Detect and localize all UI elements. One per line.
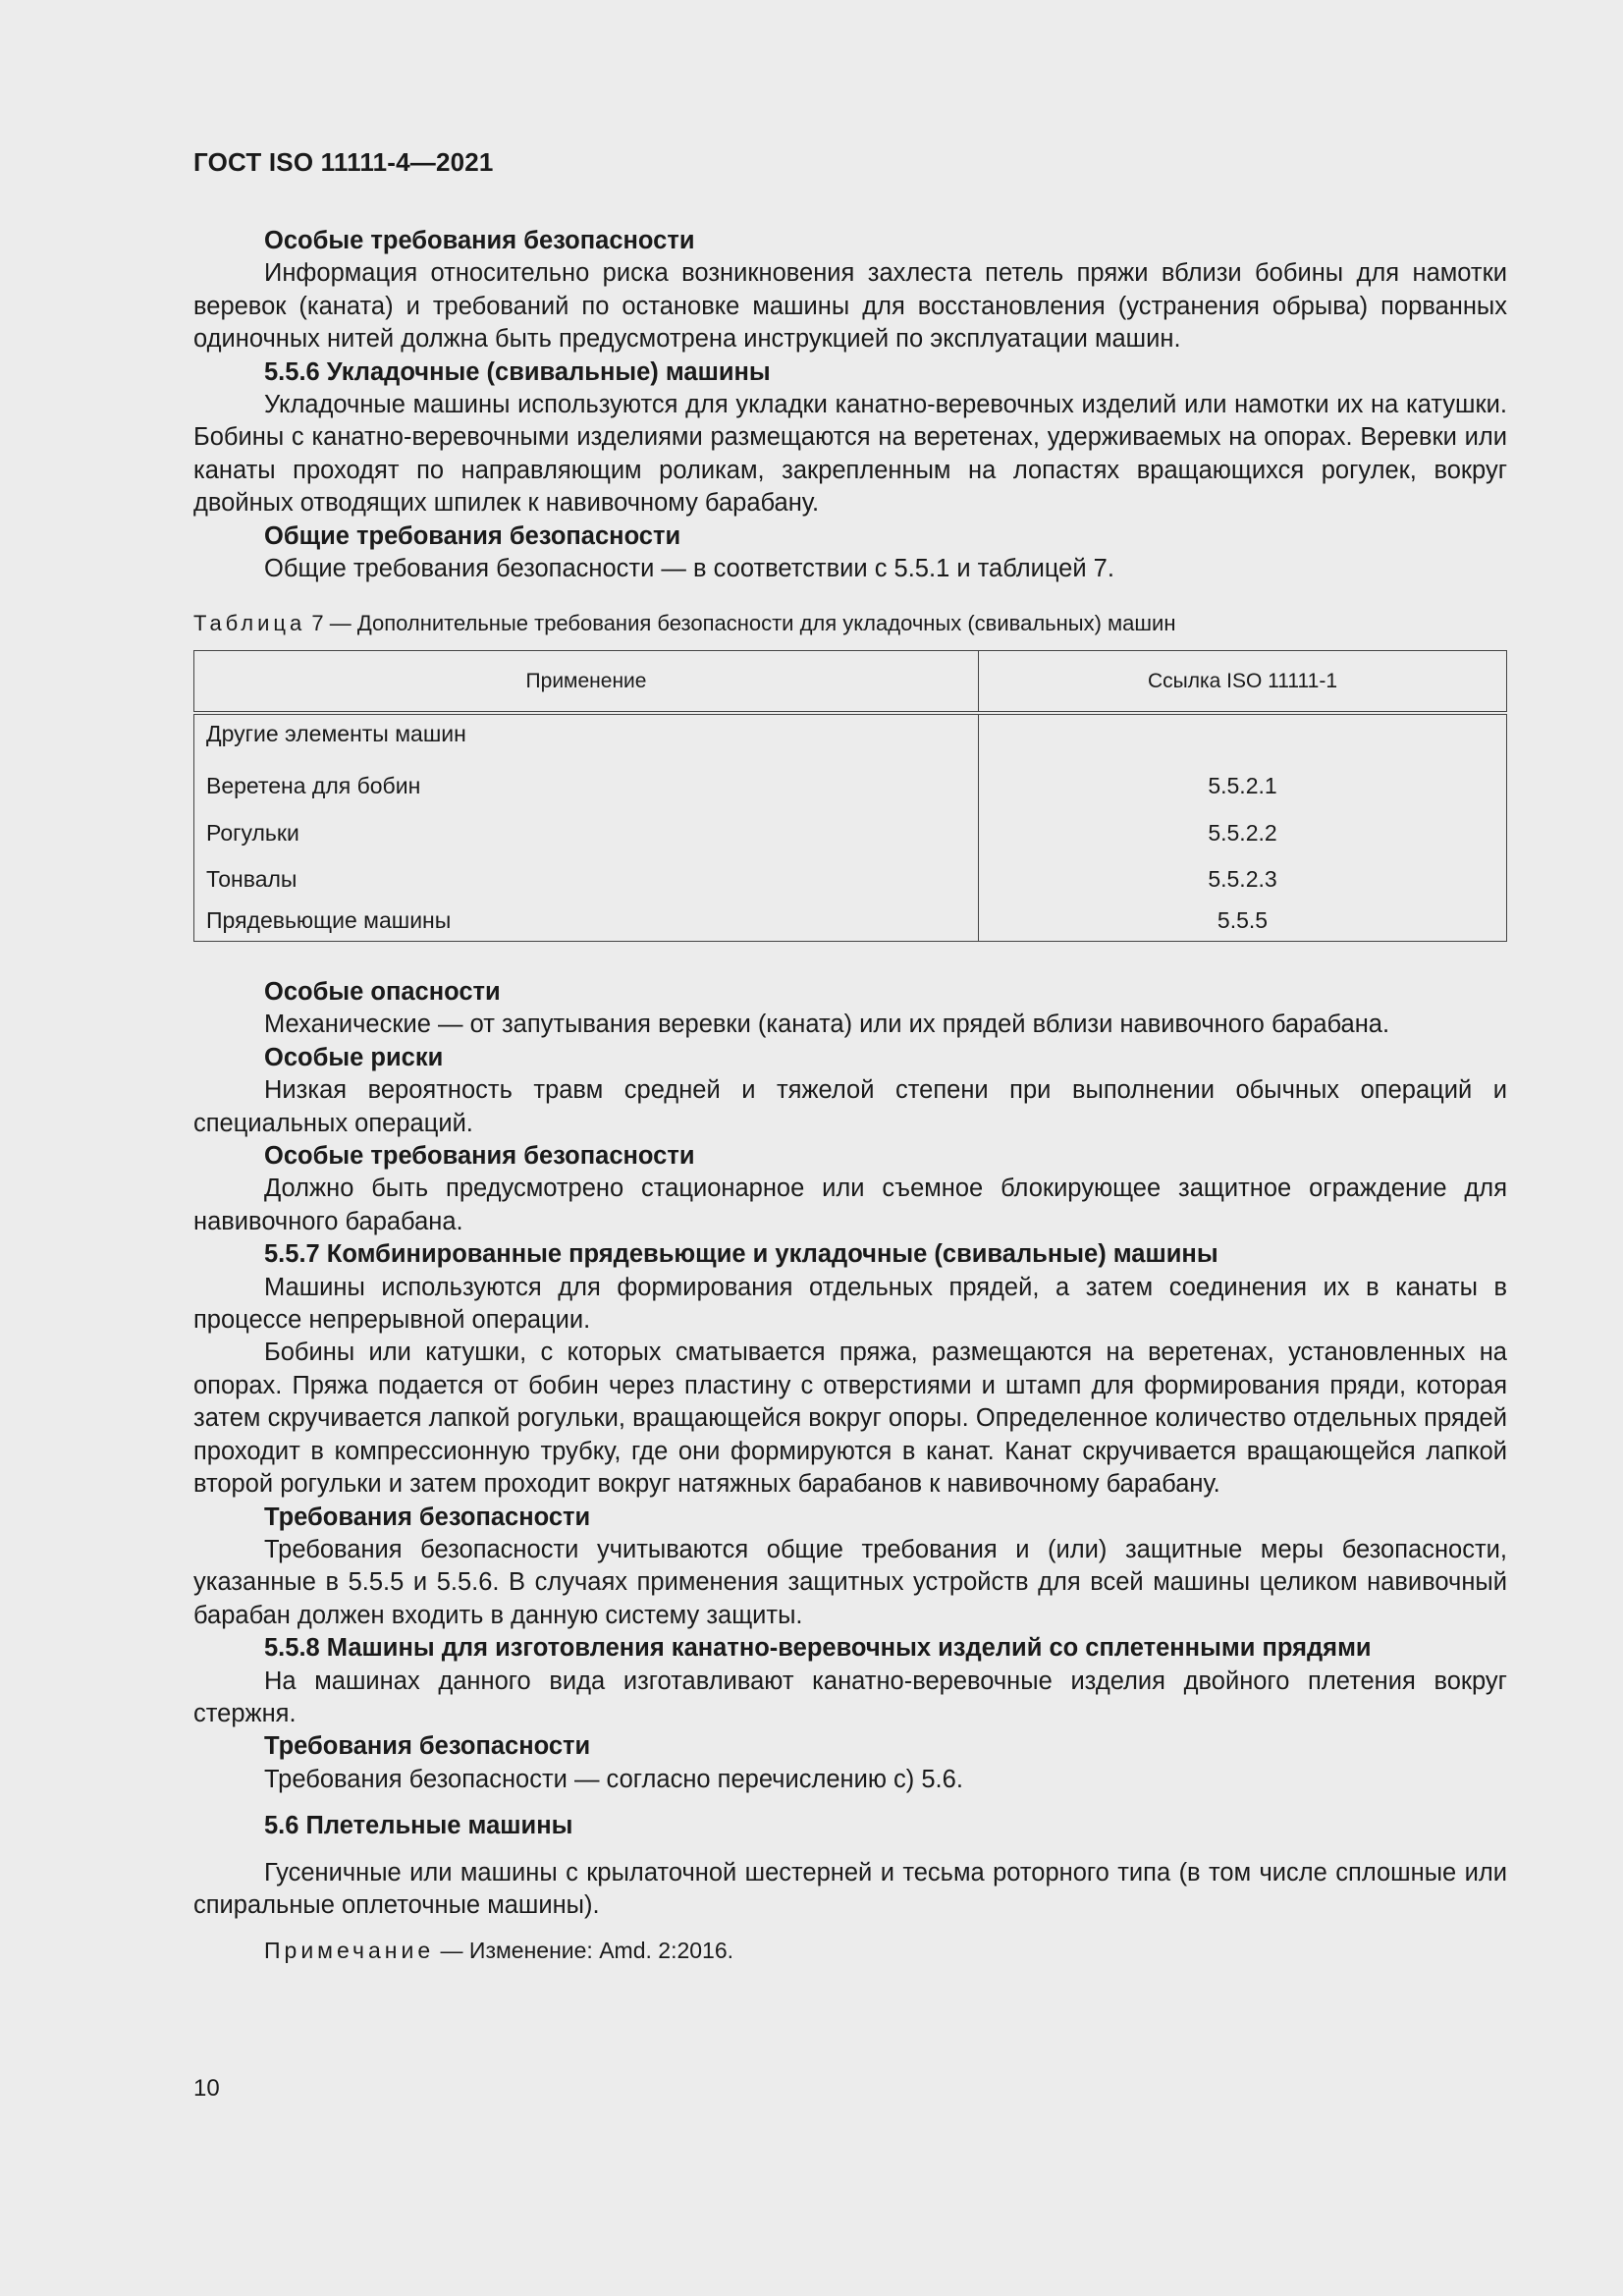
table-row bbox=[194, 856, 1507, 902]
table-row bbox=[194, 713, 1507, 762]
table-row bbox=[194, 809, 1507, 856]
document-header: ГОСТ ISO 11111-4—2021 bbox=[193, 147, 494, 177]
section-heading-5-6: 5.6 Плетельные машины bbox=[264, 1812, 573, 1840]
table-cell-reference: 5.5.2.1 bbox=[979, 762, 1507, 809]
paragraph: Низкая вероятность травм средней и тяжелой степени при выполнении обычных операций и специальных операций. bbox=[193, 1076, 1507, 1137]
page-number: 10 bbox=[193, 2075, 220, 2102]
paragraph: Информация относительно риска возникновения захлеста петель пряжи вблизи бобины для намотки веревок (каната) и требований по остановке машины для восстановления (устранения обрыва) порванных одиночных нитей должна быть предусмотрена инструкцией по эксплуатации машин. bbox=[193, 259, 1507, 354]
table-cell-reference: 5.5.2.2 bbox=[979, 809, 1507, 856]
section-heading-5-5-6: 5.5.6 Укладочные (свивальные) машины bbox=[264, 357, 771, 386]
paragraph: Гусеничные или машины с крылаточной шестерней и тесьма роторного типа (в том числе сплошные или спиральные оплеточные машины). bbox=[193, 1858, 1507, 1919]
table-caption-text: 7 — Дополнительные требования безопасности для укладочных (свивальных) машин bbox=[311, 611, 1176, 635]
table-cell-reference: 5.5.5 bbox=[979, 902, 1507, 941]
subheading: Требования безопасности bbox=[264, 1732, 591, 1761]
paragraph: Машины используются для формирования отдельных прядей, а затем соединения их в канаты в процессе непрерывной операции. bbox=[193, 1273, 1507, 1335]
section-heading-5-5-8: 5.5.8 Машины для изготовления канатно-веревочных изделий со сплетенными прядями bbox=[264, 1634, 1372, 1663]
paragraph: Требования безопасности учитываются общие требования и (или) защитные меры безопасности, указанные в 5.5.5 и 5.5.6. В случаях применения защитных устройств для всей машины целиком навивочный барабан должен входить в данную систему защиты. bbox=[193, 1535, 1507, 1629]
table-header-row bbox=[194, 651, 1507, 714]
table-cell-application: Другие элементы машин bbox=[194, 713, 979, 762]
table-row bbox=[194, 762, 1507, 809]
paragraph: Бобины или катушки, с которых сматывается пряжа, размещаются на веретенах, установленных на опорах. Пряжа подается от бобин через пластину с отверстиями и штамп для формирования пряди, которая затем скручивается лапкой рогульки, вращающейся вокруг опоры. Определенное количество отдельных прядей проходит в компрессионную трубку, где они формируются в канат. Канат скручивается вращающейся лапкой второй рогульки и затем проходит вокруг натяжных барабанов к навивочному барабану. bbox=[193, 1339, 1507, 1499]
note bbox=[193, 1936, 1507, 1965]
paragraph: Укладочные машины используются для укладки канатно-веревочных изделий или намотки их на катушки. Бобины с канатно-веревочными изделиями размещаются на веретенах, удерживаемых на опорах. Веревки или канаты проходят по направляющим роликам, закрепленным на лопастях вращающихся рогулек, вокруг двойных отводящих шпилек к навивочному барабану. bbox=[193, 391, 1507, 518]
subheading: Требования безопасности bbox=[264, 1503, 591, 1531]
subheading: Особые опасности bbox=[264, 978, 501, 1006]
table-row bbox=[194, 902, 1507, 941]
paragraph: Должно быть предусмотрено стационарное или съемное блокирующее защитное ограждение для навивочного барабана. bbox=[193, 1175, 1507, 1235]
upper-text-block bbox=[193, 225, 1507, 585]
note-text: — Изменение: Amd. 2:2016. bbox=[434, 1938, 734, 1964]
paragraph: Механические — от запутывания веревки (каната) или их прядей вблизи навивочного барабана. bbox=[264, 1011, 1390, 1039]
column-header-application: Применение bbox=[194, 651, 979, 714]
table-cell-reference bbox=[979, 713, 1507, 762]
section-heading-5-5-7: 5.5.7 Комбинированные прядевьющие и укладочные (свивальные) машины bbox=[264, 1240, 1218, 1269]
table-cell-application: Прядевьющие машины bbox=[194, 902, 979, 941]
table-caption-label: Таблица bbox=[193, 611, 306, 635]
subheading: Общие требования безопасности bbox=[264, 521, 681, 550]
lower-text-block bbox=[193, 976, 1507, 1965]
subheading: Особые риски bbox=[264, 1043, 444, 1071]
table-cell-reference: 5.5.2.3 bbox=[979, 856, 1507, 902]
paragraph: Общие требования безопасности — в соответствии с 5.5.1 и таблицей 7. bbox=[264, 555, 1114, 583]
table-cell-application: Рогульки bbox=[194, 809, 979, 856]
paragraph: На машинах данного вида изготавливают канатно-веревочные изделия двойного плетения вокруг стержня. bbox=[193, 1667, 1507, 1727]
note-label: Примечание bbox=[264, 1938, 435, 1964]
column-header-reference: Ссылка ISO 11111-1 bbox=[979, 651, 1507, 714]
table-cell-application: Тонвалы bbox=[194, 856, 979, 902]
paragraph: Требования безопасности — согласно перечислению с) 5.6. bbox=[264, 1765, 963, 1793]
table-caption bbox=[193, 609, 1507, 638]
requirements-table bbox=[193, 650, 1507, 942]
table-cell-application: Веретена для бобин bbox=[194, 762, 979, 809]
subheading: Особые требования безопасности bbox=[264, 227, 695, 254]
subheading: Особые требования безопасности bbox=[264, 1142, 695, 1171]
